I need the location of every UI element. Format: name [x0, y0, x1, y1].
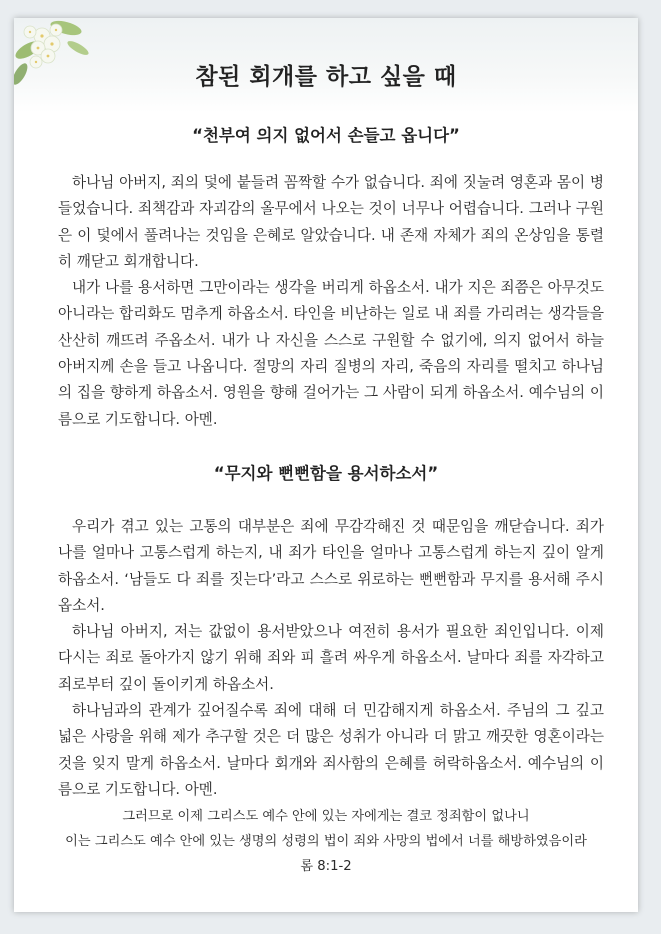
- paragraph: 내가 나를 용서하면 그만이라는 생각을 버리게 하옵소서. 내가 지은 죄쯤은 아무것도 아니라는 합리화도 멈추게 하옵소서. 타인을 비난하는 일로 내 죄를 가리려는 생각들을 산산히 깨뜨려 주옵소서. 내가 나 자신을 스스로 구원할 수 없기에, 의지 없어서 하늘 아버지께 손을 들고 나옵니다. 절망의 자리 질병의 자리, 죽음의 자리를 떨치고 하나님의 집을 향하게 하옵소서. 영원을 향해 걸어가는 그 사람이 되게 하옵소서. 예수님의 이름으로 기도합니다. 아멘.: [58, 279, 604, 428]
- paragraph: 하나님 아버지, 죄의 덫에 붙들려 꼼짝할 수가 없습니다. 죄에 짓눌려 영혼과 몸이 병들었습니다. 죄책감과 자괴감의 올무에서 나오는 것이 너무나 어렵습니다. 그러나 구원은 이 덫에서 풀려나는 것임을 은혜로 알았습니다. 내 존재 자체가 죄의 온상임을 통렬히 깨닫고 회개합니다.: [58, 174, 604, 270]
- document-page: [14, 18, 638, 912]
- scripture-verse: [14, 804, 638, 879]
- section-2-subtitle: “무지와 뻔뻔함을 용서하소서”: [213, 464, 439, 483]
- verse-reference: 롬 8:1-2: [300, 859, 352, 874]
- paragraph: 하나님과의 관계가 깊어질수록 죄에 대해 더 민감해지게 하옵소서. 주님의 그 깊고 넓은 사랑을 위해 제가 추구할 것은 더 많은 성취가 아니라 더 맑고 깨끗한 영혼이라는 것을 잊지 말게 하옵소서. 날마다 회개와 죄사함의 은혜를 허락하옵소서. 예수님의 이름으로 기도합니다. 아멘.: [58, 702, 604, 798]
- verse-line-1: 그러므로 이제 그리스도 예수 안에 있는 자에게는 결코 정죄함이 없나니: [122, 809, 530, 824]
- verse-line-2: 이는 그리스도 예수 안에 있는 생명의 성령의 법이 죄와 사망의 법에서 너를 해방하였음이라: [65, 834, 587, 849]
- section-1-body: [58, 170, 604, 433]
- page-title: 참된 회개를 하고 싶을 때: [195, 64, 457, 90]
- paragraph: 하나님 아버지, 저는 값없이 용서받았으나 여전히 용서가 필요한 죄인입니다. 이제 다시는 죄로 돌아가지 않기 위해 죄와 피 흘려 싸우게 하옵소서. 날마다 죄를 자각하고 죄로부터 깊이 돌이키게 하옵소서.: [58, 623, 604, 693]
- paragraph: 우리가 겪고 있는 고통의 대부분은 죄에 무감각해진 것 때문임을 깨닫습니다. 죄가 나를 얼마나 고통스럽게 하는지, 내 죄가 타인을 얼마나 고통스럽게 하는지 깊이 알게 하옵소서. ‘남들도 다 죄를 짓는다’라고 스스로 위로하는 뻔뻔함과 무지를 용서해 주시옵소서.: [58, 518, 604, 614]
- section-1-subtitle: “천부여 의지 없어서 손들고 옵니다”: [192, 126, 460, 145]
- section-2-body: [58, 514, 604, 803]
